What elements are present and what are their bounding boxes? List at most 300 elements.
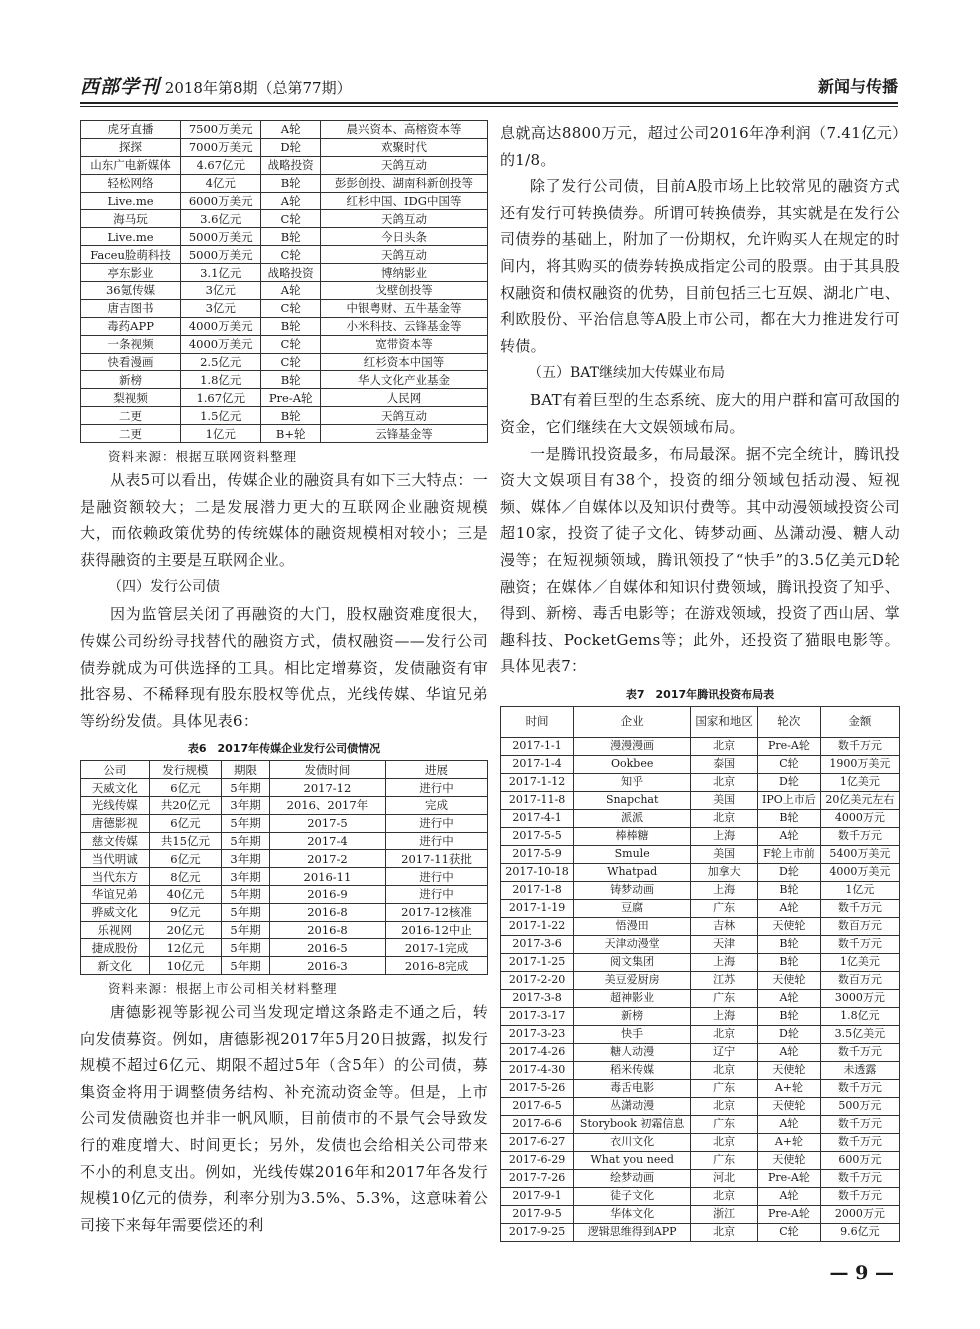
table-cell: 9.6亿元 [820,1223,899,1241]
table-cell: 华体文化 [574,1205,691,1223]
table-cell: Ookbee [574,755,691,773]
table-row [501,989,900,1007]
table-cell: A轮 [261,121,321,139]
column-header: 金额 [820,706,899,737]
table-row [501,1187,900,1205]
table-row [81,192,488,210]
table-cell: 2017-2 [269,850,385,868]
table-row [501,1205,900,1223]
table-cell: 数千万元 [820,935,899,953]
table-cell: 上海 [691,827,758,845]
table-cell: 徒子文化 [574,1187,691,1205]
table-cell: 天使轮 [758,917,821,935]
table-cell: Smule [574,845,691,863]
table-cell: 3亿元 [181,282,261,300]
table-row [81,957,488,975]
table-cell: 1亿元 [820,881,899,899]
table-row [501,953,900,971]
table-row [501,1007,900,1025]
table-cell: D轮 [758,773,821,791]
table-cell: 北京 [691,737,758,755]
table-cell: C轮 [758,1223,821,1241]
column-header: 发行规模 [149,761,222,779]
table-cell: 亭东影业 [81,264,181,282]
table-cell: 2017-1-8 [501,881,574,899]
table-cell: 5年期 [222,939,269,957]
table-cell: 新榜 [81,371,181,389]
table-cell: 天鸽互动 [320,156,487,174]
table-cell: 5年期 [222,779,269,797]
table-cell: B+轮 [261,425,321,443]
table-cell: 2017-12 [269,779,385,797]
table-cell: 6亿元 [149,850,222,868]
table-cell: 北京 [691,1025,758,1043]
table-row [501,827,900,845]
table-cell: 知乎 [574,773,691,791]
table-row [501,1097,900,1115]
table-cell: 40亿元 [149,885,222,903]
table-cell: 毒药APP [81,317,181,335]
table-cell: 4亿元 [181,174,261,192]
column-header: 进展 [386,761,488,779]
table-row [81,939,488,957]
table-cell: Pre-A轮 [758,737,821,755]
table-cell: 北京 [691,1187,758,1205]
table-cell: Faceu脸萌科技 [81,246,181,264]
table-cell: B轮 [758,953,821,971]
table-cell: 2017-4-26 [501,1043,574,1061]
table-cell: 2017-9-25 [501,1223,574,1241]
table-row [81,796,488,814]
table-cell: B轮 [261,407,321,425]
issue-info: 2018年第8期（总第77期） [164,79,352,97]
paragraph: 从表5可以看出，传媒企业的融资具有如下三大特点：一是融资额较大；二是发展潜力更大的互联网企业融资规模大，而依赖政策优势的传统媒体的融资规模相对较小；三是获得融资的主要是互联网企业。 [80,471,488,569]
table-cell: 江苏 [691,971,758,989]
table-cell: Pre-A轮 [758,1205,821,1223]
table-cell: 唐吉图书 [81,299,181,317]
table-cell: C轮 [261,353,321,371]
table-cell: 浙江 [691,1205,758,1223]
table-cell: 共20亿元 [149,796,222,814]
table-cell: 5年期 [222,814,269,832]
table-cell: 上海 [691,881,758,899]
table-cell: 人民网 [320,389,487,407]
table-cell: 2017-3-6 [501,935,574,953]
table-row [81,921,488,939]
table-cell: 海马玩 [81,210,181,228]
table-cell: 2017-10-18 [501,863,574,881]
table-cell: 北京 [691,1097,758,1115]
header-rule [80,102,898,104]
table-cell: 3.6亿元 [181,210,261,228]
table-cell: 6000万美元 [181,192,261,210]
table-cell: 天使轮 [758,971,821,989]
table-cell: 派派 [574,809,691,827]
table-cell: B轮 [758,809,821,827]
column-header: 发债时间 [269,761,385,779]
table-cell: C轮 [261,246,321,264]
table-row [81,317,488,335]
table-cell: 辽宁 [691,1043,758,1061]
table-row [81,389,488,407]
table-cell: 当代明诚 [81,850,150,868]
table-cell: 5年期 [222,885,269,903]
table-row [81,246,488,264]
table-cell: 3亿元 [181,299,261,317]
table-cell: 二更 [81,425,181,443]
table-cell: Live.me [81,192,181,210]
table-cell: 2017-2-20 [501,971,574,989]
table-cell: 2017-11获批 [386,850,488,868]
table-row [501,899,900,917]
table-cell: D轮 [758,863,821,881]
table-row [501,773,900,791]
table-cell: 美国 [691,845,758,863]
table-cell: What you need [574,1151,691,1169]
table-cell: 12亿元 [149,939,222,957]
table-cell: 数千万元 [820,1133,899,1151]
table-cell: 天使轮 [758,1097,821,1115]
table-cell: 快看漫画 [81,353,181,371]
table-cell: 上海 [691,1007,758,1025]
table-cell: 2017-1-1 [501,737,574,755]
table-cell: 数千万元 [820,899,899,917]
table-cell: Live.me [81,228,181,246]
table-cell: 3.1亿元 [181,264,261,282]
table-cell: 2016-8 [269,921,385,939]
column-header: 时间 [501,706,574,737]
table-cell: 小米科技、云锋基金等 [320,317,487,335]
table-cell: 绘梦动画 [574,1169,691,1187]
table-cell: 3年期 [222,796,269,814]
table-cell: 山东广电新媒体 [81,156,181,174]
table-cell: 天鸽互动 [320,407,487,425]
table-cell: 600万元 [820,1151,899,1169]
table-row [81,121,488,139]
table-cell: 阅文集团 [574,953,691,971]
table-cell: 5400万美元 [820,845,899,863]
table-cell: C轮 [261,335,321,353]
table-6 [80,760,488,975]
table-row [81,174,488,192]
table-cell: 2017-5 [269,814,385,832]
table-cell: 2017-9-5 [501,1205,574,1223]
table-row [81,264,488,282]
table-cell: 2017-3-8 [501,989,574,1007]
table-cell: B轮 [758,935,821,953]
table-cell: 5年期 [222,921,269,939]
table-cell: C轮 [758,755,821,773]
table-cell: 数千万元 [820,1115,899,1133]
table-cell: 天鸽互动 [320,210,487,228]
table-row [81,779,488,797]
table-cell: Pre-A轮 [758,1169,821,1187]
running-header [80,72,352,99]
table-cell: 广东 [691,1151,758,1169]
table-row [501,971,900,989]
table-cell: 进行中 [386,832,488,850]
table-row [501,863,900,881]
table-row [81,868,488,886]
table-cell: 2017-5-26 [501,1079,574,1097]
table-cell: 美豆爱厨房 [574,971,691,989]
table-cell: A轮 [758,827,821,845]
table-cell: 中银粤财、五牛基金等 [320,299,487,317]
table-cell: 进行中 [386,885,488,903]
table-row [501,917,900,935]
table-cell: 4000万美元 [820,863,899,881]
table-cell: 天鸽互动 [320,246,487,264]
table-cell: A轮 [758,1043,821,1061]
table-row [81,407,488,425]
table-cell: 捷成股份 [81,939,150,957]
table-cell: 5年期 [222,832,269,850]
paragraph: BAT有着巨型的生态系统、庞大的用户群和富可敌国的资金，它们继续在大文娱领域布局。 [500,391,900,436]
table-row [501,1025,900,1043]
table-cell: 1.67亿元 [181,389,261,407]
table-cell: 2017-4 [269,832,385,850]
table-row [81,156,488,174]
table-cell: 衣川文化 [574,1133,691,1151]
table-cell: 天使轮 [758,1061,821,1079]
table-row [81,138,488,156]
column-header: 国家和地区 [691,706,758,737]
table-cell: 500万元 [820,1097,899,1115]
table-cell: 完成 [386,796,488,814]
table-cell: B轮 [261,371,321,389]
table-cell: Snapchat [574,791,691,809]
table-row [501,755,900,773]
paragraph: 除了发行公司债，目前A股市场上比较常见的融资方式还有发行可转换债券。所谓可转换债券，其实就是在发行公司债券的基础上，附加了一份期权，允许购买人在规定的时间内，将其购买的债券转换成指定公司的股票。由于其具股权融资和债权融资的优势，目前包括三七互娱、湖北广电、利欧股份、平治信息等A股上市公司，都在大力推进发行可转债。 [500,177,900,355]
table-cell: 华人文化产业基金 [320,371,487,389]
table-row [81,814,488,832]
table-cell: 2017-1-12 [501,773,574,791]
table-cell: 2016-5 [269,939,385,957]
table-cell: 天威文化 [81,779,150,797]
table-cell: 骅威文化 [81,903,150,921]
table-cell: F轮上市前 [758,845,821,863]
table-cell: 数百万元 [820,917,899,935]
column-header: 企业 [574,706,691,737]
table-cell: 2017-1-22 [501,917,574,935]
column-header: 公司 [81,761,150,779]
table-cell: 悟漫田 [574,917,691,935]
table-cell: 1亿元 [181,425,261,443]
table-cell: 北京 [691,809,758,827]
table-cell: 光线传媒 [81,796,150,814]
table-cell: 上海 [691,953,758,971]
table-cell: 6亿元 [149,814,222,832]
table-cell: 毒舌电影 [574,1079,691,1097]
table-cell: 7000万美元 [181,138,261,156]
table-cell: C轮 [261,210,321,228]
table-row [501,881,900,899]
table-cell: A轮 [758,1115,821,1133]
table-cell: 战略投资 [261,264,321,282]
paragraph: 息就高达8800万元，超过公司2016年净利润（7.41亿元）的1/8。 [500,124,900,169]
table-cell: 6亿元 [149,779,222,797]
table-cell: 1亿美元 [820,773,899,791]
table-cell: 战略投资 [261,156,321,174]
table-cell: 北京 [691,1133,758,1151]
table-cell: 华谊兄弟 [81,885,150,903]
table-cell: 超神影业 [574,989,691,1007]
table-5-source: 资料来源：根据互联网资料整理 [108,449,298,465]
table-cell: 加拿大 [691,863,758,881]
table-cell: 虎牙直播 [81,121,181,139]
table-row [81,353,488,371]
table-cell: B轮 [261,228,321,246]
journal-logo: 西部学刊 [80,76,161,98]
table-cell: 进行中 [386,779,488,797]
table-cell: 轻松网络 [81,174,181,192]
table-cell: 一条视频 [81,335,181,353]
table-cell: 天津 [691,935,758,953]
table-row [81,299,488,317]
table-cell: 4.67亿元 [181,156,261,174]
table-cell: 数千万元 [820,737,899,755]
table-cell: 2017-12核准 [386,903,488,921]
table-cell: 2017-7-26 [501,1169,574,1187]
table-cell: 当代东方 [81,868,150,886]
table-cell: 7500万美元 [181,121,261,139]
table-cell: 2017-4-1 [501,809,574,827]
table-cell: 9亿元 [149,903,222,921]
table-cell: 2017-6-29 [501,1151,574,1169]
table-cell: 乐视网 [81,921,150,939]
table-cell: 稻米传媒 [574,1061,691,1079]
table-cell: B轮 [758,1007,821,1025]
table-cell: 丛潇动漫 [574,1097,691,1115]
table-cell: 36氪传媒 [81,282,181,300]
table-row [81,850,488,868]
table-row [501,791,900,809]
table-cell: A轮 [261,192,321,210]
table-cell: 8亿元 [149,868,222,886]
table-cell: 1.8亿元 [820,1007,899,1025]
table-cell: D轮 [261,138,321,156]
table-cell: 河北 [691,1169,758,1187]
paragraph: 因为监管层关闭了再融资的大门，股权融资难度很大，传媒公司纷纷寻找替代的融资方式，债权融资——发行公司债券就成为可供选择的工具。相比定增募资，发债融资有审批容易、不稀释现有股东股权等优点，光线传媒、华谊兄弟等纷纷发债。具体见表6： [80,605,488,730]
table-row [501,845,900,863]
table-cell: 5000万美元 [181,228,261,246]
table-cell: 糖人动漫 [574,1043,691,1061]
table-cell: 欢聚时代 [320,138,487,156]
table-cell: 2017-1-19 [501,899,574,917]
table-cell: 云锋基金等 [320,425,487,443]
table-cell: 梨视频 [81,389,181,407]
table-row [501,1151,900,1169]
table-cell: 北京 [691,773,758,791]
table-cell: 1900万美元 [820,755,899,773]
table-cell: 彭彭创投、湖南科新创投等 [320,174,487,192]
table-cell: 泰国 [691,755,758,773]
table-cell: 2000万元 [820,1205,899,1223]
table-cell: IPO上市后 [758,791,821,809]
table-cell: A轮 [261,282,321,300]
table-cell: A+轮 [758,1133,821,1151]
table-cell: 3年期 [222,868,269,886]
table-cell: 天津动漫堂 [574,935,691,953]
table-cell: 慈文传媒 [81,832,150,850]
table-row [501,1133,900,1151]
paragraph: 一是腾讯投资最多，布局最深。据不完全统计，腾讯投资大文娱项目有38个，投资的细分领域包括动漫、短视频、媒体／自媒体以及知识付费等。其中动漫领域投资公司超10家，投资了徒子文化、铸梦动画、丛潇动漫、糖人动漫等；在短视频领域，腾讯领投了“快手”的3.5亿美元D轮融资；在媒体／自媒体和知识付费领域，腾讯投资了知乎、得到、新榜、毒舌电影等；在游戏领域，投资了西山居、掌趣科技、PocketGems等；此外，还投资了猫眼电影等。具体见表7： [500,444,900,676]
table-cell: 探探 [81,138,181,156]
table-cell: 唐德影视 [81,814,150,832]
table-row [81,885,488,903]
table-7 [500,706,900,1242]
table-cell: 数千万元 [820,827,899,845]
table-row [501,1079,900,1097]
table-cell: 广东 [691,1079,758,1097]
column-header: 期限 [222,761,269,779]
table-cell: A轮 [758,1187,821,1205]
table-row [501,1223,900,1241]
header-rule-thin [80,106,898,107]
table-6-caption: 表6 2017年传媒企业发行公司债情况 [187,742,381,756]
table-cell: 2017-6-6 [501,1115,574,1133]
table-row [81,335,488,353]
table-row [81,371,488,389]
table-row [501,1115,900,1133]
table-cell: 铸梦动画 [574,881,691,899]
table-cell: 2016、2017年 [269,796,385,814]
table-cell: 2016-12中止 [386,921,488,939]
table-cell: 2017-1-25 [501,953,574,971]
table-cell: 5年期 [222,957,269,975]
column-header: 轮次 [758,706,821,737]
table-cell: A+轮 [758,1079,821,1097]
table-cell: 未透露 [820,1061,899,1079]
table-6-source: 资料来源：根据上市公司相关材料整理 [108,980,338,996]
table-cell: 2017-6-5 [501,1097,574,1115]
table-cell: 2.5亿元 [181,353,261,371]
table-cell: 红杉中国、IDG中国等 [320,192,487,210]
section-heading: （四）发行公司债 [108,579,220,596]
right-column [500,120,900,1242]
left-column [80,120,488,1238]
table-cell: 2017-1完成 [386,939,488,957]
table-cell: D轮 [758,1025,821,1043]
table-cell: 3000万元 [820,989,899,1007]
table-row [501,935,900,953]
table-7-caption: 表7 2017年腾讯投资布局表 [625,687,775,701]
table-cell: 美国 [691,791,758,809]
table-cell: 数千万元 [820,1043,899,1061]
table-cell: 豆腐 [574,899,691,917]
table-cell: 2017-4-30 [501,1061,574,1079]
table-cell: Whatpad [574,863,691,881]
table-row [81,282,488,300]
table-cell: 晨兴资本、高榕资本等 [320,121,487,139]
table-cell: 红杉资本中国等 [320,353,487,371]
table-row [81,228,488,246]
table-cell: 2016-9 [269,885,385,903]
table-cell: 新文化 [81,957,150,975]
table-cell: 3年期 [222,850,269,868]
table-cell: 广东 [691,1115,758,1133]
table-cell: 数千万元 [820,1187,899,1205]
table-cell: 3.5亿美元 [820,1025,899,1043]
table-cell: 20亿美元左右 [820,791,899,809]
table-cell: 快手 [574,1025,691,1043]
table-cell: 4000万元 [820,809,899,827]
table-cell: 二更 [81,407,181,425]
table-cell: 20亿元 [149,921,222,939]
table-cell: 新榜 [574,1007,691,1025]
table-cell: 数千万元 [820,1169,899,1187]
table-cell: 2016-11 [269,868,385,886]
